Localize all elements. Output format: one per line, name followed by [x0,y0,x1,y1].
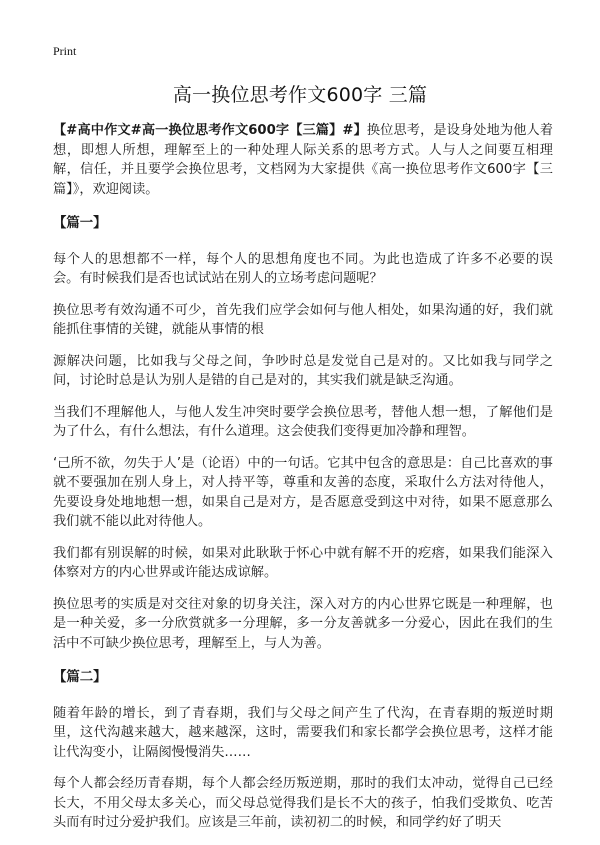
intro-text: 换位思考，是设身处地为他人着想，即想人所想，理解至上的一种处理人际关系的思考方式。人与人之间要互相理解，信任，并且要学会换位思考，文档网为大家提供《高一换位思考作文600字【三篇】》，欢迎阅读。 [53,123,553,197]
paragraph: 换位思考的实质是对交往对象的切身关注，深入对方的内心世界它既是一种理解，也是一种关爱，多一分欣赏就多一分理解，多一分友善就多一分爱心，因此在我们的生活中不可缺少换位思考，理解至上，与人为善。 [53,596,553,651]
paragraph: 每个人都会经历青春期，每个人都会经历叛逆期，那时的我们太冲动，觉得自己已经长大，不用父母太多关心，而父母总觉得我们是长不大的孩子，怕我们受欺负、吃苦头而有时过分爱护我们。应该是三年前，读初初二的时候，和同学约好了明天 [53,776,553,830]
paragraph: 我们都有别误解的时候，如果对此耿耿于怀心中就有解不开的疙瘩，如果我们能深入体察对方的内心世界或许能达成谅解。 [53,545,553,580]
paragraph: 当我们不理解他人，与他人发生冲突时要学会换位思考，替他人想一想，了解他们是为了什么，有什么想法，有什么道理。这会使我们变得更加冷静和理智。 [53,404,553,439]
page-title: 高一换位思考作文600字 三篇 [172,84,428,106]
section-heading-2: 【篇二】 [53,670,107,685]
intro-tag: 【#高中作文#高一换位思考作文600字【三篇】#】 [53,123,367,138]
paragraph: 换位思考有效沟通不可少，首先我们应学会如何与他人相处，如果沟通的好，我们就能抓住事情的关键，就能从事情的根 [53,302,553,337]
paragraph: 随着年龄的增长，到了青春期，我们与父母之间产生了代沟，在青春期的叛逆时期里，这代沟越来越大，越来越深，这时，需要我们和家长都学会换位思考，这样才能让代沟变小，让隔阂慢慢消失…… [53,705,553,760]
intro-paragraph [53,121,553,199]
print-label: Print [53,44,77,58]
paragraph: ‘己所不欲，勿失于人’是（论语）中的一句话。它其中包含的意思是：自己比喜欢的事就不要强加在别人身上，对人持平等，尊重和友善的态度，采取什么方法对待他人，先要设身处地地想一想，如果自己是对方，是否愿意受到这中对待，如果不愿意那么我们就不能以此对待他人。 [53,455,553,529]
article-body [53,121,553,845]
paragraph: 源解决问题，比如我与父母之间，争吵时总是发觉自己是对的。又比如我与同学之间，讨论时总是认为别人是错的自己是对的，其实我们就是缺乏沟通。 [53,353,553,388]
paragraph: 每个人的思想都不一样，每个人的思想角度也不同。为此也造成了许多不必要的误会。有时候我们是否也试试站在别人的立场考虑问题呢？ [53,251,553,286]
section-heading-1: 【篇一】 [53,216,107,231]
